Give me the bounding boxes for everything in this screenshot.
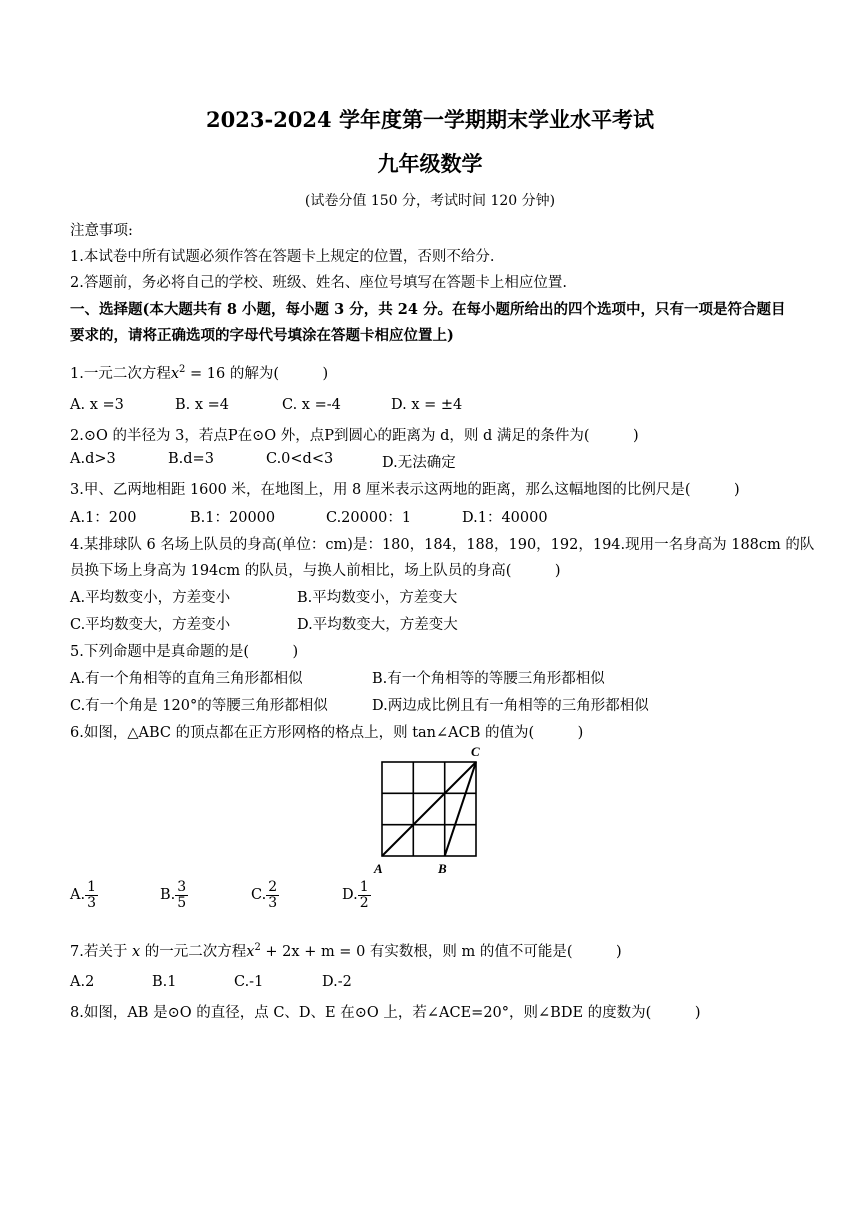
q1-suffix: 的解为( ): [225, 366, 329, 382]
q6-option-b-letter: B.: [160, 887, 176, 904]
q6-grid-figure: [370, 740, 490, 880]
q7-exp: 2: [254, 942, 261, 954]
q6-option-d-letter: D.: [342, 887, 358, 904]
q6-option-b-fraction: [175, 880, 188, 910]
question-8: 8.如图，AB 是⊙O 的直径，点 C、D、E 在⊙O 上，若∠ACE=20°，则∠BDE 的度数为( ): [70, 1005, 701, 1021]
question-1: [70, 362, 328, 383]
question-7: [70, 940, 622, 961]
q7-option-b: B.1: [152, 974, 177, 990]
q3-option-b: B.1：20000: [190, 510, 276, 526]
q7-option-a: A.2: [70, 974, 95, 990]
q6-option-a-den: 3: [87, 894, 97, 911]
q6-option-c-fraction: [266, 880, 279, 910]
q6-option-b-num: 3: [177, 879, 187, 895]
question-4-line-2: 员换下场上身高为 194cm 的队员，与换人前相比，场上队员的身高( ): [70, 563, 561, 579]
q7-eq-rest: + 2x + m = 0: [260, 944, 366, 960]
q7-eq-var: x: [246, 944, 255, 960]
q1-eq-rest: = 16: [185, 366, 226, 382]
note-item-2: 2.答题前，务必将自己的学校、班级、姓名、座位号填写在答题卡上相应位置.: [70, 275, 567, 291]
q6-option-c-letter: C.: [251, 887, 267, 904]
q7-var: x: [131, 944, 141, 960]
q1-prefix: 1.一元二次方程: [70, 366, 171, 382]
q6-option-c: [251, 880, 279, 910]
q4-option-d: D.平均数变大，方差变大: [297, 617, 458, 633]
label-c: C: [471, 744, 480, 759]
q2-option-b: B.d=3: [168, 451, 214, 467]
section-heading-line-2: 要求的，请将正确选项的字母代号填涂在答题卡相应位置上): [70, 327, 454, 344]
q6-option-a-fraction: [85, 880, 98, 910]
q4-option-b: B.平均数变小，方差变大: [297, 590, 458, 606]
q3-option-a: A.1：200: [70, 510, 137, 526]
q6-option-a-letter: A.: [70, 887, 86, 904]
exam-subject: 九年级数学: [377, 151, 483, 176]
question-6: 6.如图，△ABC 的顶点都在正方形网格的格点上，则 tan∠ACB 的值为( ): [70, 725, 584, 741]
q5-option-b: B.有一个角相等的等腰三角形都相似: [372, 671, 605, 687]
q5-option-a: A.有一个角相等的直角三角形都相似: [70, 671, 303, 687]
q6-option-c-num: 2: [268, 879, 278, 895]
q2-option-c: C.0<d<3: [266, 451, 334, 467]
notes-heading: 注意事项:: [70, 223, 133, 239]
q6-option-b: [160, 880, 188, 910]
q6-option-d-fraction: [358, 880, 371, 910]
q1-exp: 2: [179, 364, 186, 376]
label-a: A: [374, 861, 383, 876]
q7-option-c: C.-1: [234, 974, 264, 990]
question-4-line-1: 4.某排球队 6 名场上队员的身高(单位：cm)是：180，184，188，190，192，194.现用一名身高为 188cm 的队: [70, 537, 815, 553]
q1-option-b: B. x =4: [175, 397, 230, 413]
q1-option-a: A. x =3: [70, 397, 124, 413]
exam-info: (试卷分值 150 分，考试时间 120 分钟): [304, 193, 556, 209]
label-b: B: [438, 861, 447, 876]
q6-option-d-den: 2: [359, 894, 369, 911]
q1-eq-var: x: [170, 366, 180, 382]
question-2: 2.⊙O 的半径为 3，若点P在⊙O 外，点P到圆心的距离为 d，则 d 满足的条件为( ): [70, 428, 639, 444]
q6-option-d: [342, 880, 371, 910]
exam-title: 2023-2024 学年度第一学期期末学业水平考试: [206, 107, 654, 132]
segment-ac: [382, 762, 476, 856]
q7-suffix: 有实数根，则 m 的值不可能是( ): [365, 944, 622, 960]
q2-option-a: A.d>3: [70, 451, 116, 467]
q3-option-d: D.1：40000: [462, 510, 548, 526]
q6-option-d-num: 1: [359, 879, 369, 895]
q5-option-c: C.有一个角是 120°的等腰三角形都相似: [70, 698, 328, 714]
q5-option-d: D.两边成比例且有一角相等的三角形都相似: [372, 698, 649, 714]
q7-mid: 的一元二次方程: [140, 944, 247, 960]
section-heading-line-1: 一、选择题(本大题共有 8 小题，每小题 3 分，共 24 分。在每小题所给出的四个选项中，只有一项是符合题目: [70, 301, 786, 318]
q7-prefix: 7.若关于: [70, 944, 128, 960]
q1-option-c: C. x =-4: [282, 397, 341, 413]
q4-option-a: A.平均数变小，方差变小: [70, 590, 231, 606]
q3-option-c: C.20000：1: [326, 510, 412, 526]
q6-option-b-den: 5: [177, 894, 187, 911]
q1-option-d: D. x = ±4: [391, 397, 463, 413]
segment-bc: [445, 762, 476, 856]
question-3: 3.甲、乙两地相距 1600 米，在地图上，用 8 厘米表示这两地的距离，那么这幅地图的比例尺是( ): [70, 482, 740, 498]
q6-option-c-den: 3: [268, 894, 278, 911]
q6-option-a-num: 1: [87, 879, 97, 895]
q2-option-d: D.无法确定: [382, 455, 456, 471]
q4-option-c: C.平均数变大，方差变小: [70, 617, 231, 633]
q6-option-a: [70, 880, 98, 910]
note-item-1: 1.本试卷中所有试题必须作答在答题卡上规定的位置，否则不给分.: [70, 249, 495, 265]
question-5: 5.下列命题中是真命题的是( ): [70, 644, 299, 660]
q7-option-d: D.-2: [322, 974, 352, 990]
